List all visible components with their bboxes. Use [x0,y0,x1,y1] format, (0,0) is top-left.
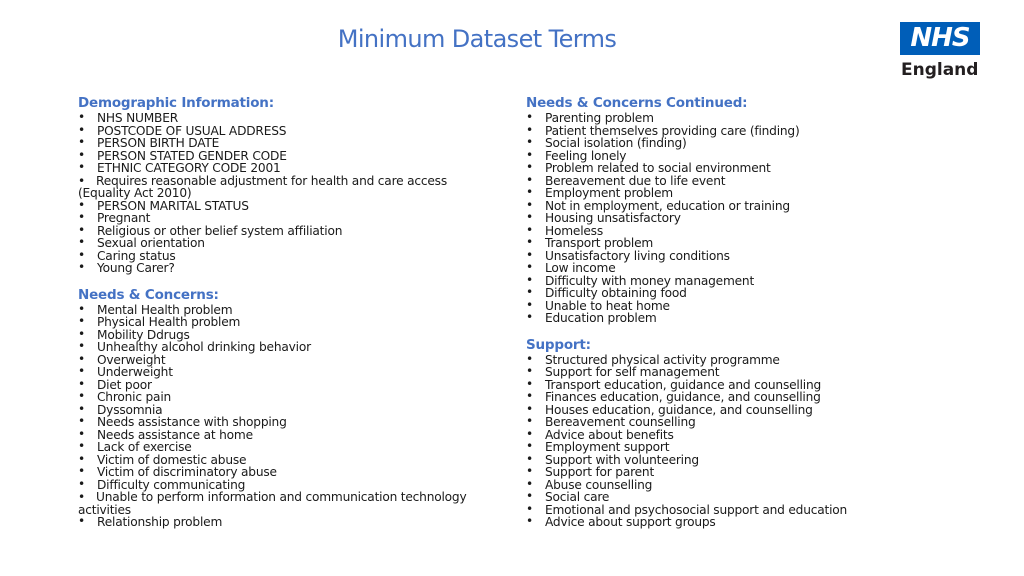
needs-heading: Needs & Concerns: [78,286,219,303]
list-item: • Not in employment, education or training [526,200,886,213]
list-item: • Unable to heat home [526,300,886,313]
nhs-logo-box: NHS [900,22,980,55]
needs-continued-heading: Needs & Concerns Continued: [526,95,748,111]
list-item: • Emotional and psychosocial support and education [526,504,886,517]
list-item: • Diet poor [78,379,498,392]
list-item: • Requires reasonable adjustment for health and care access (Equality Act 2010) [78,175,498,200]
list-item: • Pregnant [78,212,498,225]
list-item: • Support with volunteering [526,454,886,467]
demographic-list [78,112,498,275]
needs-section [78,287,498,529]
list-item: • Houses education, guidance, and counselling [526,404,886,417]
list-item: • Patient themselves providing care (finding) [526,125,886,138]
list-item: • PERSON MARITAL STATUS [78,200,498,213]
nhs-england-logo [900,22,984,80]
list-item: • Needs assistance at home [78,429,498,442]
list-item: • NHS NUMBER [78,112,498,125]
list-item: • Homeless [526,225,886,238]
list-item: • POSTCODE OF USUAL ADDRESS [78,125,498,138]
list-item: • Religious or other belief system affiliation [78,225,498,238]
list-item: • Employment problem [526,187,886,200]
list-item: • Dyssomnia [78,404,498,417]
list-item: • Needs assistance with shopping [78,416,498,429]
list-item: • Chronic pain [78,391,498,404]
list-item: • Sexual orientation [78,237,498,250]
support-list [526,354,886,529]
list-item: • ETHNIC CATEGORY CODE 2001 [78,162,498,175]
right-column [526,95,886,529]
list-item: • Abuse counselling [526,479,886,492]
list-item: • Employment support [526,441,886,454]
list-item: • Transport education, guidance and counselling [526,379,886,392]
list-item: • Transport problem [526,237,886,250]
list-item: • Housing unsatisfactory [526,212,886,225]
page-title: Minimum Dataset Terms [337,25,617,53]
list-item: • Victim of domestic abuse [78,454,498,467]
list-item: • Difficulty communicating [78,479,498,492]
list-item: • Mental Health problem [78,304,498,317]
list-item: • Difficulty with money management [526,275,886,288]
left-column [78,95,498,529]
needs-list [78,304,498,529]
list-item: • Feeling lonely [526,150,886,163]
needs-continued-section [526,95,886,325]
list-item: • Lack of exercise [78,441,498,454]
list-item: • Parenting problem [526,112,886,125]
support-heading: Support: [526,336,591,353]
list-item: • Advice about support groups [526,516,886,529]
demographic-heading: Demographic Information: [78,95,274,111]
demographic-section [78,95,498,275]
needs-continued-list [526,112,886,325]
list-item: • Bereavement counselling [526,416,886,429]
list-item: • Caring status [78,250,498,263]
list-item: • Support for parent [526,466,886,479]
list-item: • Problem related to social environment [526,162,886,175]
list-item: • Bereavement due to life event [526,175,886,188]
list-item: • Education problem [526,312,886,325]
list-item: • Difficulty obtaining food [526,287,886,300]
list-item: • Unable to perform information and communication technology activities [78,491,498,516]
list-item: • Relationship problem [78,516,498,529]
logo-subtitle: England [901,60,979,80]
list-item: • Social isolation (finding) [526,137,886,150]
list-item: • Mobility Ddrugs [78,329,498,342]
list-item: • Underweight [78,366,498,379]
list-item: • Physical Health problem [78,316,498,329]
list-item: • Social care [526,491,886,504]
list-item: • PERSON BIRTH DATE [78,137,498,150]
list-item: • Advice about benefits [526,429,886,442]
list-item: • Overweight [78,354,498,367]
list-item: • Victim of discriminatory abuse [78,466,498,479]
support-section [526,337,886,529]
list-item: • Unsatisfactory living conditions [526,250,886,263]
list-item: • Finances education, guidance, and counselling [526,391,886,404]
list-item: • Low income [526,262,886,275]
list-item: • Unhealthy alcohol drinking behavior [78,341,498,354]
list-item: • Young Carer? [78,262,498,275]
list-item: • PERSON STATED GENDER CODE [78,150,498,163]
list-item: • Structured physical activity programme [526,354,886,367]
list-item: • Support for self management [526,366,886,379]
